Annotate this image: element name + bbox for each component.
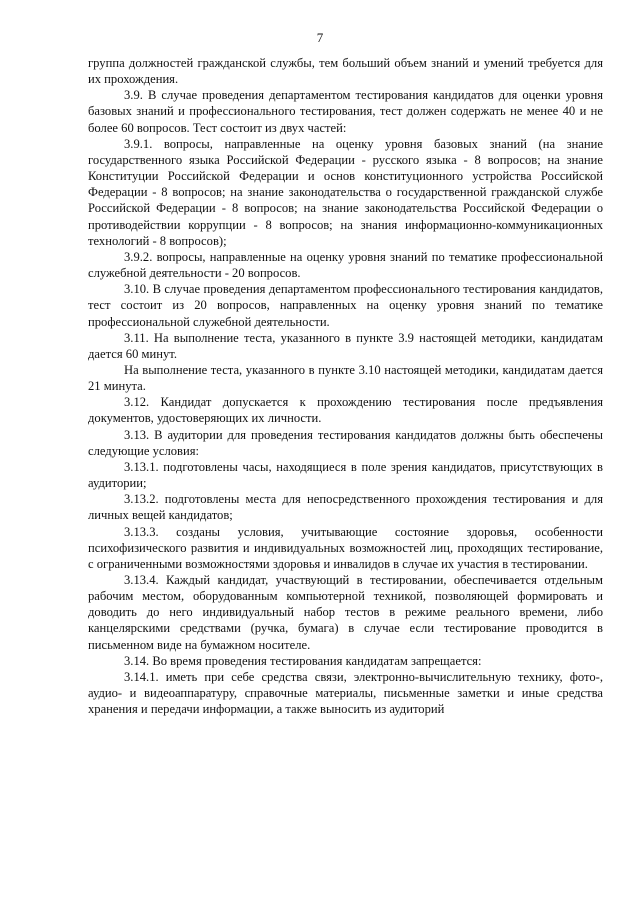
- paragraph-3-9-2: 3.9.2. вопросы, направленные на оценку уровня знаний по тематике профессиональной служебной деятельности - 20 вопросов.: [88, 249, 603, 281]
- paragraph-3-14-1: 3.14.1. иметь при себе средства связи, электронно-вычислительную технику, фото-, аудио- и видеоаппаратуру, справочные материалы, письменные заметки и иные средства хранения и передачи информации, а также выносить из аудиторий: [88, 669, 603, 717]
- document-body: [88, 55, 603, 717]
- paragraph-3-10: 3.10. В случае проведения департаментом профессионального тестирования кандидатов, тест состоит из 20 вопросов, направленных на оценку уровня знаний по тематике профессиональной служебной деятельности.: [88, 282, 603, 329]
- paragraph-3-12: 3.12. Кандидат допускается к прохождению тестирования после предъявления документов, удостоверяющих их личности.: [88, 395, 603, 426]
- paragraph-3-11: 3.11. На выполнение теста, указанного в пункте 3.9 настоящей методики, кандидатам дается 60 минут.: [88, 330, 603, 361]
- page-number: 7: [316, 30, 324, 45]
- paragraph-3-13: 3.13. В аудитории для проведения тестирования кандидатов должны быть обеспечены следующие условия:: [88, 427, 603, 458]
- paragraph-continuation: группа должностей гражданской службы, тем больший объем знаний и умений требуется для их прохождения.: [88, 56, 603, 87]
- paragraph-3-14: 3.14. Во время проведения тестирования кандидатам запрещается:: [124, 653, 482, 668]
- paragraph-3-13-4: 3.13.4. Каждый кандидат, участвующий в тестировании, обеспечивается отдельным рабочим местом, оборудованным компьютерной техникой, позволяющей формировать и доводить до него индивидуальный набор тестов в режиме реального времени, либо канцелярскими средствами (ручка, бумага) в случае если тестирование проводится в письменном виде на бумажном носителе.: [88, 573, 603, 652]
- paragraph-3-13-3: 3.13.3. созданы условия, учитывающие состояние здоровья, особенности психофизического развития и индивидуальных возможностей лиц, проходящих тестирование, с ограниченными возможностями здоровья и инвалидов в случае их участия в тестировании.: [88, 524, 603, 571]
- paragraph-3-11-second: На выполнение теста, указанного в пункте 3.10 настоящей методики, кандидатам дается 21 минута.: [88, 362, 603, 394]
- paragraph-3-9-1: 3.9.1. вопросы, направленные на оценку уровня базовых знаний (на знание государственного языка Российской Федерации - русского языка - 8 вопросов; на знание Конституции Российской Федерации и основ конституционного устройства Российской Федерации - 8 вопросов; на знание законодательства о государственной гражданской службе Российской Федерации - 8 вопросов; на знание законодательства Российской Федерации о противодействии коррупции - 8 вопросов; на знания информационно-коммуникационных технологий - 8 вопросов);: [88, 136, 603, 248]
- paragraph-3-13-2: 3.13.2. подготовлены места для непосредственного прохождения тестирования и для личных вещей кандидатов;: [88, 492, 603, 523]
- paragraph-3-9: 3.9. В случае проведения департаментом тестирования кандидатов для оценки уровня базовых знаний и профессионального тестирования, тест должен содержать не менее 40 и не более 60 вопросов. Тест состоит из двух частей:: [88, 88, 603, 135]
- paragraph-3-13-1: 3.13.1. подготовлены часы, находящиеся в поле зрения кандидатов, присутствующих в аудитории;: [88, 459, 603, 491]
